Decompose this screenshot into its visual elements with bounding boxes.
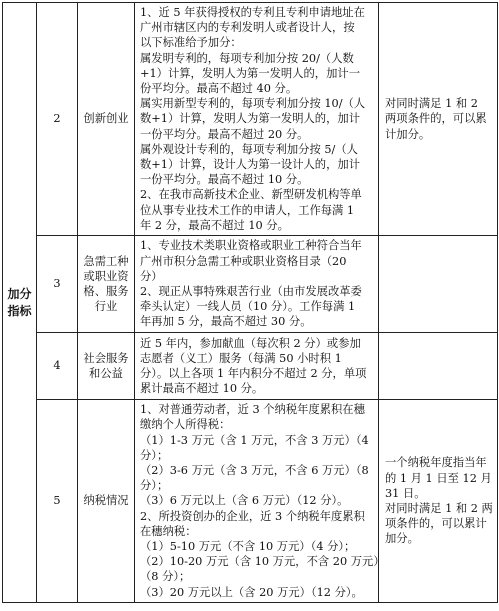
- content-line: 1、对普通劳动者，近 3 个纳税年度累积在穗: [140, 403, 365, 417]
- remark-line: 一个纳税年度指当年: [385, 456, 487, 470]
- table-row: [3, 3, 498, 236]
- content-line: （3）6 万元以上（含 6 万元）（12 分）。: [140, 494, 349, 508]
- content-line: 分）。以上各项 1 年内积分不超过 2 分，单项: [140, 367, 367, 381]
- content-line: 1、专业技术类职业资格或职业工种符合当年: [140, 239, 362, 253]
- content-line: 分）；: [140, 479, 169, 493]
- content-line: 份平均分。最高不超过 40 分。: [140, 82, 298, 96]
- content-line: 属外观设计专利的，每项专利加分按 5/（人: [140, 142, 358, 156]
- row-number: 5: [37, 400, 78, 603]
- item-name: 纳税情况: [78, 400, 135, 603]
- content-line: 属实用新型专利的，每项专利加分按 10/（人: [140, 97, 366, 111]
- content-line: 一份平均分。最高不超过 10 分。: [140, 173, 309, 187]
- remark-line: 计加分。: [385, 127, 431, 141]
- content-line: 年再加 5 分，最高不超过 30 分。: [140, 315, 312, 329]
- content-line: 广州市辖区内的专利发明人或者设计人，按: [140, 21, 355, 35]
- content-line: 2、现正从事特殊艰苦行业（由市发展改革委: [140, 285, 362, 299]
- item-content: [135, 236, 379, 333]
- points-table: [2, 2, 498, 603]
- content-line: 广州市积分急需工种或职业资格目录（20: [140, 254, 347, 268]
- content-line: 近 5 年内，参加献血（每次积 2 分）或参加: [140, 336, 361, 350]
- content-line: 属发明专利的，每项专利加分按 20/（人数: [140, 51, 354, 65]
- content-line: 志愿者（义工）服务（每满 50 小时积 1: [140, 351, 342, 365]
- table-row: [3, 333, 498, 400]
- category-cell: [3, 3, 37, 603]
- content-line: （1）5-10 万元（不含 10 万元）（4 分）；: [140, 540, 356, 554]
- remark-line: 对同时满足 1 和 2: [385, 97, 478, 111]
- item-remark: [379, 3, 498, 236]
- content-line: 在穗纳税：: [140, 524, 197, 538]
- content-line: 数+1）计算，发明人为第一发明人的，加计: [140, 112, 360, 126]
- content-line: 数+1）计算，设计人为第一设计人的，加计: [140, 158, 360, 172]
- category-label: 加分 指标: [7, 286, 32, 318]
- content-line: 缴纳个人所得税：: [140, 418, 231, 432]
- item-remark: [379, 333, 498, 400]
- item-remark: [379, 236, 498, 333]
- content-line: 2、在我市高新技术企业、新型研发机构等单: [140, 188, 362, 202]
- row-number: 2: [37, 3, 78, 236]
- row-number: 4: [37, 333, 78, 400]
- item-name: 社会服务和公益: [78, 333, 135, 400]
- content-line: 位从事专业技术工作的申请人，工作每满 1: [140, 203, 355, 217]
- remark-line: 31 日。: [385, 486, 426, 500]
- content-line: +1）计算，发明人为第一发明人的，加计一: [140, 66, 360, 80]
- remark-line: 加分。: [385, 532, 419, 546]
- content-line: （3）20 万元以上（含 20 万元）（12 分）。: [140, 585, 363, 599]
- content-line: （1）1-3 万元（含 1 万元，不含 3 万元）（4: [140, 433, 369, 447]
- content-line: 1、近 5 年获得授权的专利且专利申请地址在: [140, 6, 365, 19]
- remark-line: 项条件的，可以累计: [385, 517, 487, 531]
- content-line: 牵头认定）一线人员（10 分）。工作每满 1: [140, 300, 356, 314]
- row-number: 3: [37, 236, 78, 333]
- item-content: [135, 333, 379, 400]
- content-line: （8 分）；: [140, 570, 191, 584]
- table-row: [3, 236, 498, 333]
- item-remark: [379, 400, 498, 603]
- content-line: 以下标准给予加分：: [140, 36, 242, 50]
- remark-line: 两项条件的，可以累: [385, 112, 487, 126]
- item-content: [135, 400, 385, 603]
- item-name: 急需工种或职业资格、服务行业: [78, 236, 135, 333]
- content-line: 分）: [140, 269, 163, 283]
- remark-line: 对同时满足 1 和 2 两: [385, 502, 493, 516]
- content-line: 年 2 分，最高不超过 10 分。: [140, 218, 289, 232]
- content-line: （2）10-20 万元（含 10 万元，不含 20 万元）: [140, 555, 385, 569]
- item-content: [135, 3, 379, 236]
- content-line: 累计最高不超过 10 分。: [140, 382, 264, 396]
- item-name: 创新创业: [78, 3, 135, 236]
- content-line: 2、所投资创办的企业，近 3 个纳税年度累积: [140, 509, 365, 523]
- content-line: 一份平均分。最高不超过 20 分。: [140, 127, 309, 141]
- table-row: [3, 400, 498, 603]
- content-line: （2）3-6 万元（含 3 万元，不含 6 万元）（8: [140, 464, 369, 478]
- remark-line: 的 1 月 1 日至 12 月: [385, 471, 492, 485]
- content-line: 分）；: [140, 448, 169, 462]
